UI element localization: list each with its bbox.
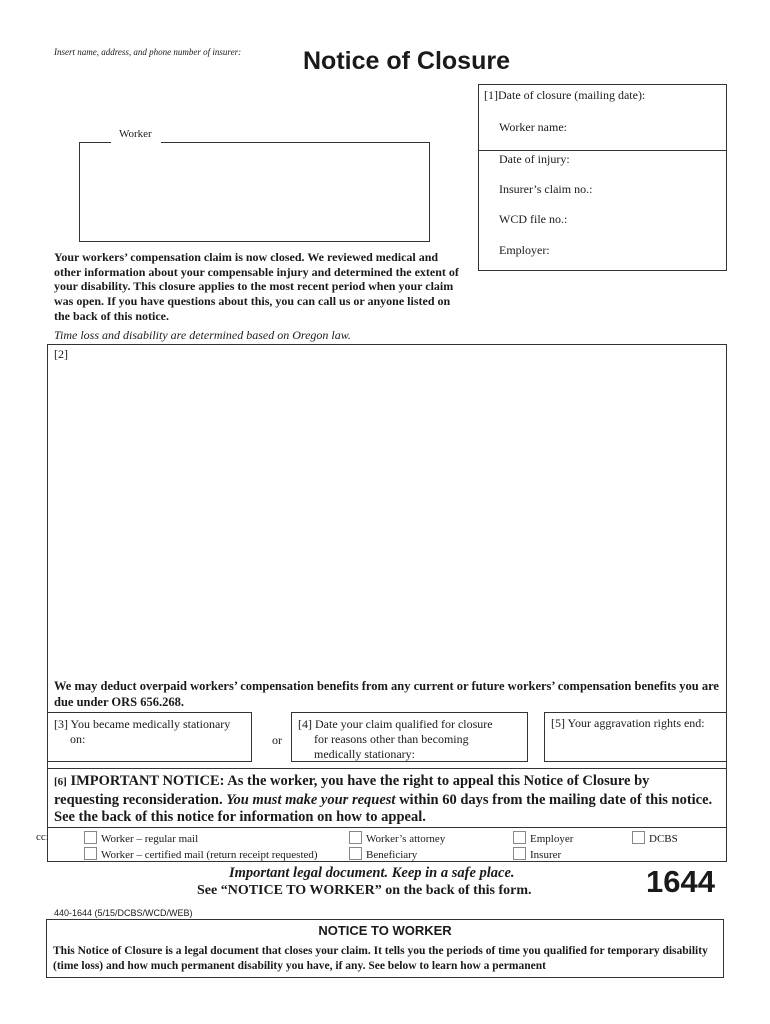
checkbox[interactable] (349, 831, 362, 844)
checkbox[interactable] (513, 831, 526, 844)
cc-item-label: Beneficiary (366, 849, 418, 861)
cc-item-label: DCBS (649, 833, 678, 845)
section-4-line3: medically stationary: (314, 747, 415, 761)
section-4-line1: [4] Date your claim qualified for closure (298, 717, 493, 731)
employer-label: Employer: (499, 243, 550, 257)
important-notice-italic: You must make your request (226, 791, 396, 808)
cc-beneficiary[interactable] (349, 847, 417, 861)
section-5-box (544, 712, 727, 762)
section-5-label: [5] Your aggravation rights end: (551, 716, 705, 730)
section-4-box (291, 712, 528, 762)
time-loss-note: Time loss and disability are determined based on Oregon law. (54, 328, 351, 342)
section-6-marker: [6] (54, 776, 67, 788)
checkbox[interactable] (349, 847, 362, 860)
section-3-line1: [3] You became medically stationary (54, 717, 231, 731)
worker-label: Worker (119, 128, 152, 140)
checkbox[interactable] (84, 831, 97, 844)
cc-label: cc: (36, 831, 49, 843)
worker-address-box[interactable] (79, 128, 430, 242)
claim-info-box (478, 84, 727, 271)
form-code: 440-1644 (5/15/DCBS/WCD/WEB) (54, 908, 193, 918)
section-4-line2: for reasons other than becoming (314, 732, 469, 746)
insurer-claim-no-label: Insurer’s claim no.: (499, 182, 593, 196)
section-6-divider (48, 768, 726, 769)
cc-dcbs[interactable] (632, 831, 678, 845)
worker-box-top-left (79, 142, 111, 143)
cc-insurer[interactable] (513, 847, 561, 861)
notice-to-worker-text: This Notice of Closure is a legal document that closes your claim. It tells you the periods of time you qualified for temporary disability (time loss) and how much permanent disability you have, if any. See below to learn how a permanent (53, 945, 708, 972)
page-title: Notice of Closure (303, 47, 510, 75)
overpaid-notice: We may deduct overpaid workers’ compensation benefits from any current or future workers’ compensation benefits you are due under ORS 656.268. (54, 679, 719, 709)
checkbox[interactable] (84, 847, 97, 860)
checkbox[interactable] (513, 847, 526, 860)
cc-item-label: Worker – regular mail (101, 833, 199, 845)
cc-item-label: Worker – certified mail (return receipt requested) (101, 849, 318, 861)
section-2-marker: [2] (54, 347, 68, 361)
section-3-box (48, 712, 252, 762)
see-back-note: See “NOTICE TO WORKER” on the back of this form. (197, 883, 532, 898)
insurer-instruction: Insert name, address, and phone number of insurer: (54, 47, 242, 57)
wcd-file-no-label: WCD file no.: (499, 212, 568, 226)
section-2-box (47, 344, 727, 862)
worker-name-label: Worker name: (499, 120, 568, 134)
cc-item-label: Worker’s attorney (366, 833, 446, 845)
form-number: 1644 (646, 864, 715, 899)
or-label: or (272, 733, 282, 747)
cc-item-label: Insurer (530, 849, 562, 861)
cc-divider (48, 827, 726, 828)
cc-item-label: Employer (530, 833, 574, 845)
important-notice-tail: within 60 days from the mailing date of this notice. See the back of this notice for information on how to appeal. (54, 791, 713, 825)
cc-employer[interactable] (513, 831, 573, 845)
worker-box-top-right (161, 142, 430, 143)
cc-worker-regular[interactable] (84, 831, 198, 845)
important-document-note: Important legal document. Keep in a safe place. (229, 865, 515, 881)
section-3-line2: on: (70, 732, 86, 746)
notice-to-worker-title: NOTICE TO WORKER (318, 923, 452, 938)
cc-worker-certified[interactable] (84, 847, 318, 861)
date-of-injury-label: Date of injury: (499, 152, 570, 166)
cc-workers-attorney[interactable] (349, 831, 445, 845)
date-of-closure-label: [1]Date of closure (mailing date): (484, 88, 646, 102)
info-divider (479, 150, 726, 151)
important-notice (54, 773, 714, 827)
notice-to-worker-box (46, 919, 724, 978)
checkbox[interactable] (632, 831, 645, 844)
intro-paragraph: Your workers’ compensation claim is now closed. We reviewed medical and other information about your compensable injury and determined the extent of your disability. This closure applies to the most recent period when your claim was open. If you have questions about this, you can call us or anyone listed on the back of this notice. (54, 250, 459, 323)
important-notice-lead: IMPORTANT NOTICE: As the worker, you have the right to appeal this Notice of Closure by requesting reconsideration. (54, 773, 650, 808)
